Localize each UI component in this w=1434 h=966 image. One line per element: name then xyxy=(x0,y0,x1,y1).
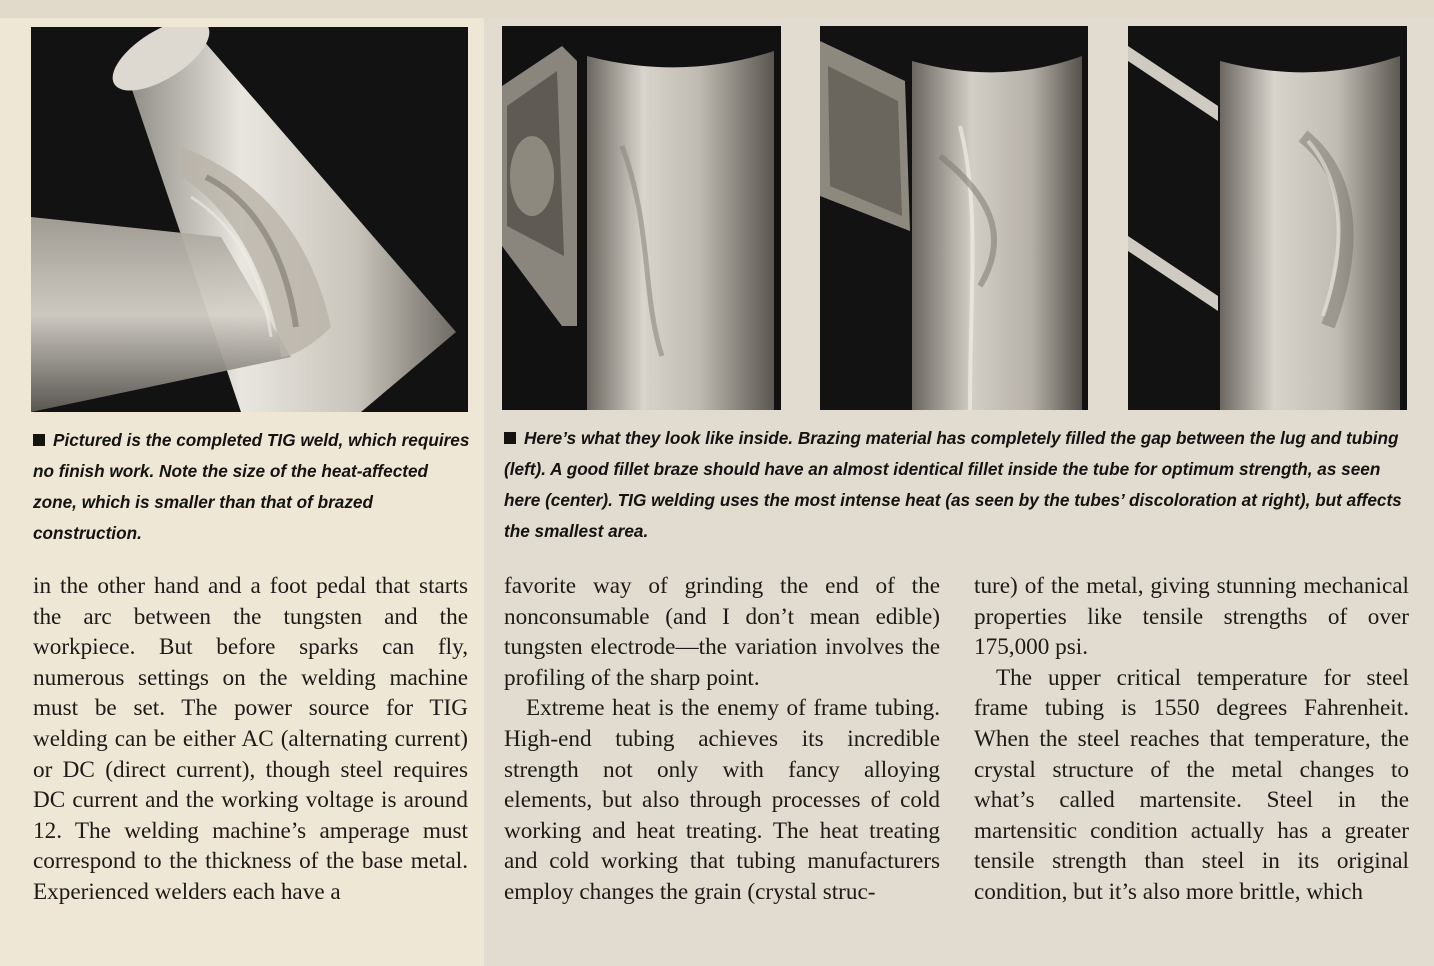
column-3-paragraph-2: The upper critical temperature for steel frame tubing is 1550 degrees Fahrenheit. When the steel reaches that temperature, the crystal structure of the metal changes to what’s called martensite. Steel in the martensitic condition actually has a greater tensile strength than steel in its original condition, but it’s also more brittle, which xyxy=(974,664,1409,905)
brazed-lug-cross-section-photo xyxy=(502,26,781,410)
column-1-paragraph: in the other hand and a foot pedal that starts the arc between the tungsten and the workpiece. But before sparks can fly, numerous settings on the welding machine must be set. The power source for TIG welding can be either AC (alternating current) or DC (direct current), though steel requires DC current and the working voltage is around 12. The welding machine’s amperage must correspond to the thickness of the base metal. Experienced welders each have a xyxy=(33,573,468,905)
fillet-braze-cross-section-photo xyxy=(820,26,1088,410)
tig-weld-photo xyxy=(31,27,468,412)
left-photo-caption: Pictured is the completed TIG weld, which requires no finish work. Note the size of the heat-affected zone, which is smaller than that of brazed construction. xyxy=(33,430,470,543)
body-column-3 xyxy=(974,571,1409,908)
tig-weld-cross-section-photo xyxy=(1128,26,1407,410)
body-column-2 xyxy=(504,571,940,908)
bullet-square-icon xyxy=(504,432,516,444)
page-bleed xyxy=(0,0,1434,18)
body-column-1 xyxy=(33,571,468,908)
column-2-paragraph-2: Extreme heat is the enemy of frame tubing. High-end tubing achieves its incredible strength not only with fancy alloying elements, but also through processes of cold working and heat treating. The heat treating and cold working that tubing manufacturers employ changes the grain (crystal struc- xyxy=(504,695,940,905)
column-2-paragraph-1: favorite way of grinding the end of the nonconsumable (and I don’t mean edible) tungsten electrode—the variation involves the profiling of the sharp point. xyxy=(504,573,940,691)
right-photos-caption: Here’s what they look like inside. Brazing material has completely filled the gap between the lug and tubing (left). A good fillet braze should have an almost identical fillet inside the tube for optimum strength, as seen here (center). TIG welding uses the most intense heat (as seen by the tubes’ discoloration at right), but affects the smallest area. xyxy=(504,428,1402,541)
column-3-paragraph-1: ture) of the metal, giving stunning mechanical properties like tensile strengths of over 175,000 psi. xyxy=(974,573,1409,661)
bullet-square-icon xyxy=(33,434,45,446)
